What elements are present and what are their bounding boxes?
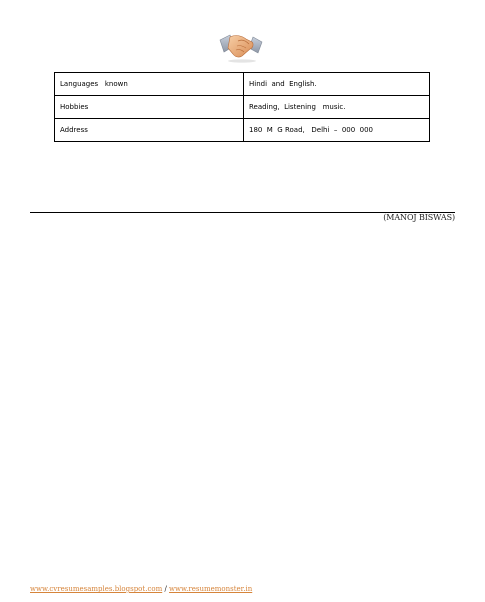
table-row xyxy=(55,96,430,119)
signature-name: (MANOJ BISWAS) xyxy=(383,213,455,222)
table-row xyxy=(55,73,430,96)
footer-link-resumemonster[interactable]: www.resumemonster.in xyxy=(169,585,253,593)
handshake-icon xyxy=(218,26,264,64)
footer-link-blogspot[interactable]: www.cvresumesamples.blogspot.com xyxy=(30,585,163,593)
personal-info-table xyxy=(54,72,430,142)
languages-label: Languages known xyxy=(55,73,244,96)
hobbies-label: Hobbies xyxy=(55,96,244,119)
hobbies-value: Reading, Listening music. xyxy=(244,96,430,119)
footer-separator: / xyxy=(162,585,170,593)
address-value: 180 M G Road, Delhi – 000 000 xyxy=(244,119,430,142)
footer xyxy=(30,585,252,593)
table-row xyxy=(55,119,430,142)
address-label: Address xyxy=(55,119,244,142)
languages-value: Hindi and English. xyxy=(244,73,430,96)
